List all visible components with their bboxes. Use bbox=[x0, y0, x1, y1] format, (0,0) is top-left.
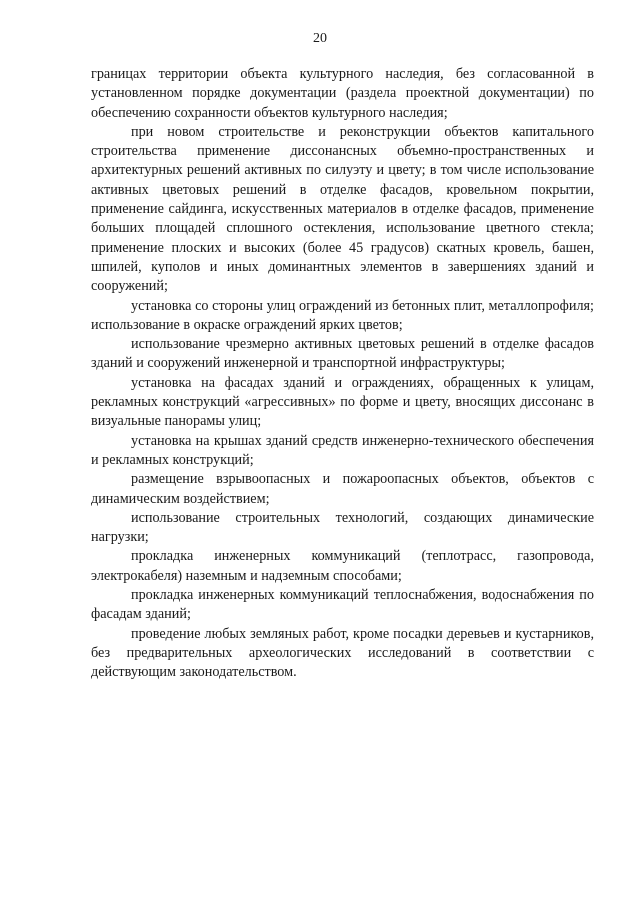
paragraph: прокладка инженерных коммуникаций теплоснабжения, водоснабжения по фасадам зданий; bbox=[91, 587, 594, 623]
paragraph: установка на крышах зданий средств инженерно-технического обеспечения и рекламных конструкций; bbox=[91, 432, 594, 468]
paragraph: границах территории объекта культурного наследия, без согласованной в установленном порядке документации (раздела проектной документации) по обеспечению сохранности объектов культурного наследия; bbox=[91, 66, 594, 121]
paragraph: установка со стороны улиц ограждений из бетонных плит, металлопрофиля; использование в окраске ограждений ярких цветов; bbox=[91, 297, 594, 333]
paragraph: использование строительных технологий, создающих динамические нагрузки; bbox=[91, 509, 594, 546]
page-number: 20 bbox=[313, 31, 327, 46]
paragraph: прокладка инженерных коммуникаций (теплотрасс, газопровода, электрокабеля) наземным и надземным способами; bbox=[91, 548, 594, 584]
paragraph: установка на фасадах зданий и ограждениях, обращенных к улицам, рекламных конструкций «агрессивных» по форме и цвету, вносящих диссонанс в визуальные панорамы улиц; bbox=[91, 374, 594, 430]
paragraph: использование чрезмерно активных цветовых решений в отделке фасадов зданий и сооружений инженерной и транспортной инфраструктуры; bbox=[91, 336, 594, 372]
paragraph: при новом строительстве и реконструкции объектов капитального строительства применение диссонансных объемно-пространственных и архитектурных решений активных по силуэту и цвету; в том числе использование активных цветовых решений в отделке фасадов, кровельном покрытии, применение сайдинга, искусственных материалов в отделке фасадов, применение больших площадей сплошного остекления, использование цветного стекла; применение плоских и высоких (более 45 градусов) скатных кровель, башен, шпилей, куполов и иных доминантных элементов в завершениях зданий и сооружений; bbox=[91, 123, 594, 295]
paragraph: размещение взрывоопасных и пожароопасных объектов, объектов с динамическим воздействием; bbox=[91, 471, 594, 507]
document-body bbox=[91, 65, 594, 683]
paragraph: проведение любых земляных работ, кроме посадки деревьев и кустарников, без предварительных археологических исследований в соответствии с действующим законодательством. bbox=[91, 625, 594, 681]
